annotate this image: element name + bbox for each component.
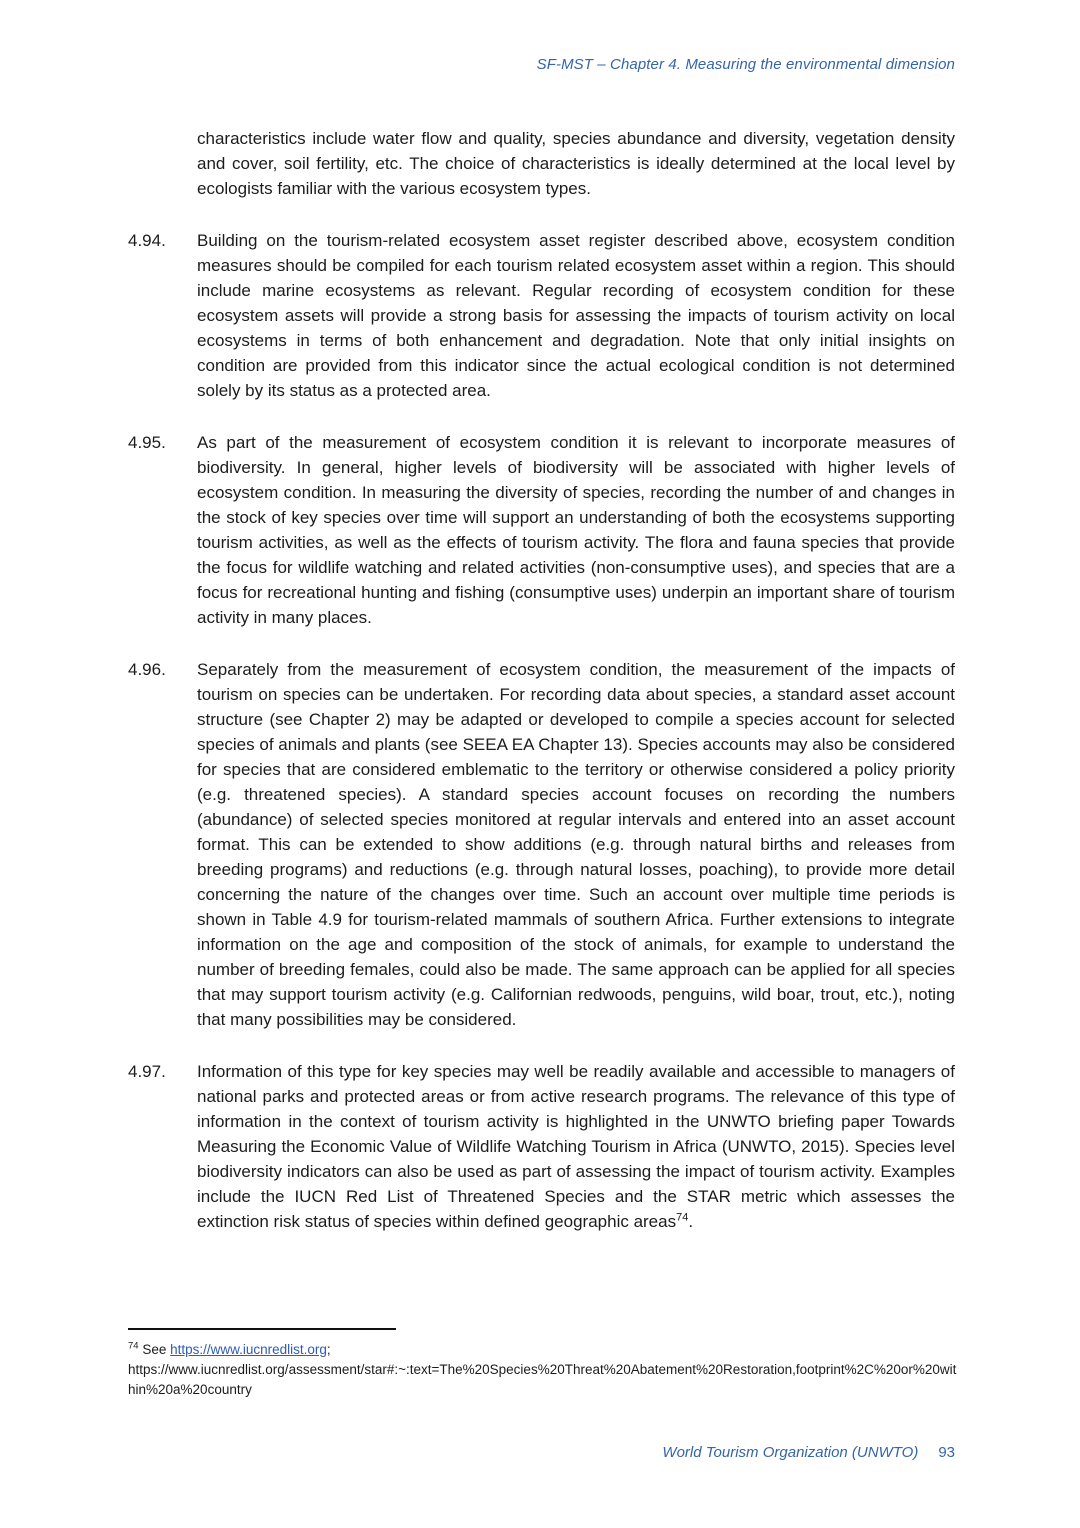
footnote-link[interactable]: https://www.iucnredlist.org: [170, 1342, 327, 1357]
footnote-after-link: ;: [326, 1342, 331, 1357]
footnote-marker: 74: [128, 1340, 139, 1352]
footer-organization: World Tourism Organization (UNWTO): [662, 1444, 919, 1461]
paragraph-4-96: [128, 657, 955, 1032]
paragraph-text: Separately from the measurement of ecosystem condition, the measurement of the impacts of tourism on species can be undertaken. For recording data about species, a standard asset account structure (see Chapter 2) may be adapted or developed to compile a species account for selected species of animals and plants (see SEEA EA Chapter 13). Species accounts may also be considered for species that are considered emblematic to the territory or otherwise considered a policy priority (e.g. threatened species). A standard species account focuses on recording the numbers (abundance) of selected species monitored at regular intervals and entered into an asset account format. This can be extended to show additions (e.g. through natural births and releases from breeding programs) and reductions (e.g. through natural losses, poaching), to provide more detail concerning the nature of the changes over time. Such an account over multiple time periods is shown in Table 4.9 for tourism-related mammals of southern Africa. Further extensions to integrate information on the age and composition of the stock of animals, for example to understand the number of breeding females, could also be made. The same approach can be applied for all species that may support tourism activity (e.g. Californian redwoods, penguins, wild boar, trout, etc.), noting that many possibilities may be considered.: [197, 660, 955, 1029]
page-footer: [128, 1444, 955, 1461]
paragraph-continuation: [128, 126, 955, 201]
footnote-url-text: https://www.iucnredlist.org/assessment/star#:~:text=The%20Species%20Threat%20Abatement%20Restoration,footprint%2C%20or%20within%20a%20country: [128, 1362, 957, 1397]
page-body: [128, 126, 955, 1261]
paragraph-4-94: [128, 228, 955, 403]
footnote-reference: 74: [676, 1211, 689, 1224]
footer-page-number: 93: [938, 1444, 955, 1461]
paragraph-text-main: Information of this type for key species may well be readily available and accessible to managers of national parks and protected areas or from active research programs. The relevance of this type of information in the context of tourism activity is highlighted in the UNWTO briefing paper Towards Measuring the Economic Value of Wildlife Watching Tourism in Africa (UNWTO, 2015). Species level biodiversity indicators can also be used as part of assessing the impact of tourism activity. Examples include the IUCN Red List of Threatened Species and the STAR metric which assesses the extinction risk status of species within defined geographic areas: [197, 1062, 955, 1231]
paragraph-text: characteristics include water flow and quality, species abundance and diversity, vegetation density and cover, soil fertility, etc. The choice of characteristics is ideally determined at the local level by ecologists familiar with the various ecosystem types.: [197, 129, 955, 198]
paragraph-4-95: [128, 430, 955, 630]
paragraph-text: Building on the tourism-related ecosystem asset register described above, ecosystem condition measures should be compiled for each tourism related ecosystem asset within a region. This should include marine ecosystems as relevant. Regular recording of ecosystem condition for these ecosystem assets will provide a strong basis for assessing the impacts of tourism activity on local ecosystems in terms of both enhancement and degradation. Note that only initial insights on condition are provided from this indicator since the actual ecological condition is not determined solely by its status as a protected area.: [197, 231, 955, 400]
page-header: SF-MST – Chapter 4. Measuring the environmental dimension: [536, 56, 955, 73]
paragraph-number: 4.97.: [128, 1062, 166, 1081]
footnote-prefix: See: [138, 1342, 171, 1357]
paragraph-text: [197, 1059, 955, 1234]
paragraph-number: 4.94.: [128, 231, 166, 250]
footnote-section: [128, 1328, 960, 1400]
paragraph-text: As part of the measurement of ecosystem condition it is relevant to incorporate measures of biodiversity. In general, higher levels of biodiversity will be associated with higher levels of ecosystem condition. In measuring the diversity of species, recording the number of and changes in the stock of key species over time will support an understanding of both the ecosystems supporting tourism activities, as well as the effects of tourism activity. The flora and fauna species that provide the focus for wildlife watching and related activities (non-consumptive uses), and species that are a focus for recreational hunting and fishing (consumptive uses) underpin an important share of tourism activity in many places.: [197, 433, 955, 627]
paragraph-number: [128, 126, 197, 201]
footnote-line: [128, 1340, 960, 1360]
footnote-separator: [128, 1328, 396, 1330]
paragraph-number: 4.95.: [128, 433, 166, 452]
paragraph-text-period: .: [688, 1212, 694, 1231]
paragraph-number: 4.96.: [128, 660, 166, 679]
paragraph-4-97: [128, 1059, 955, 1234]
